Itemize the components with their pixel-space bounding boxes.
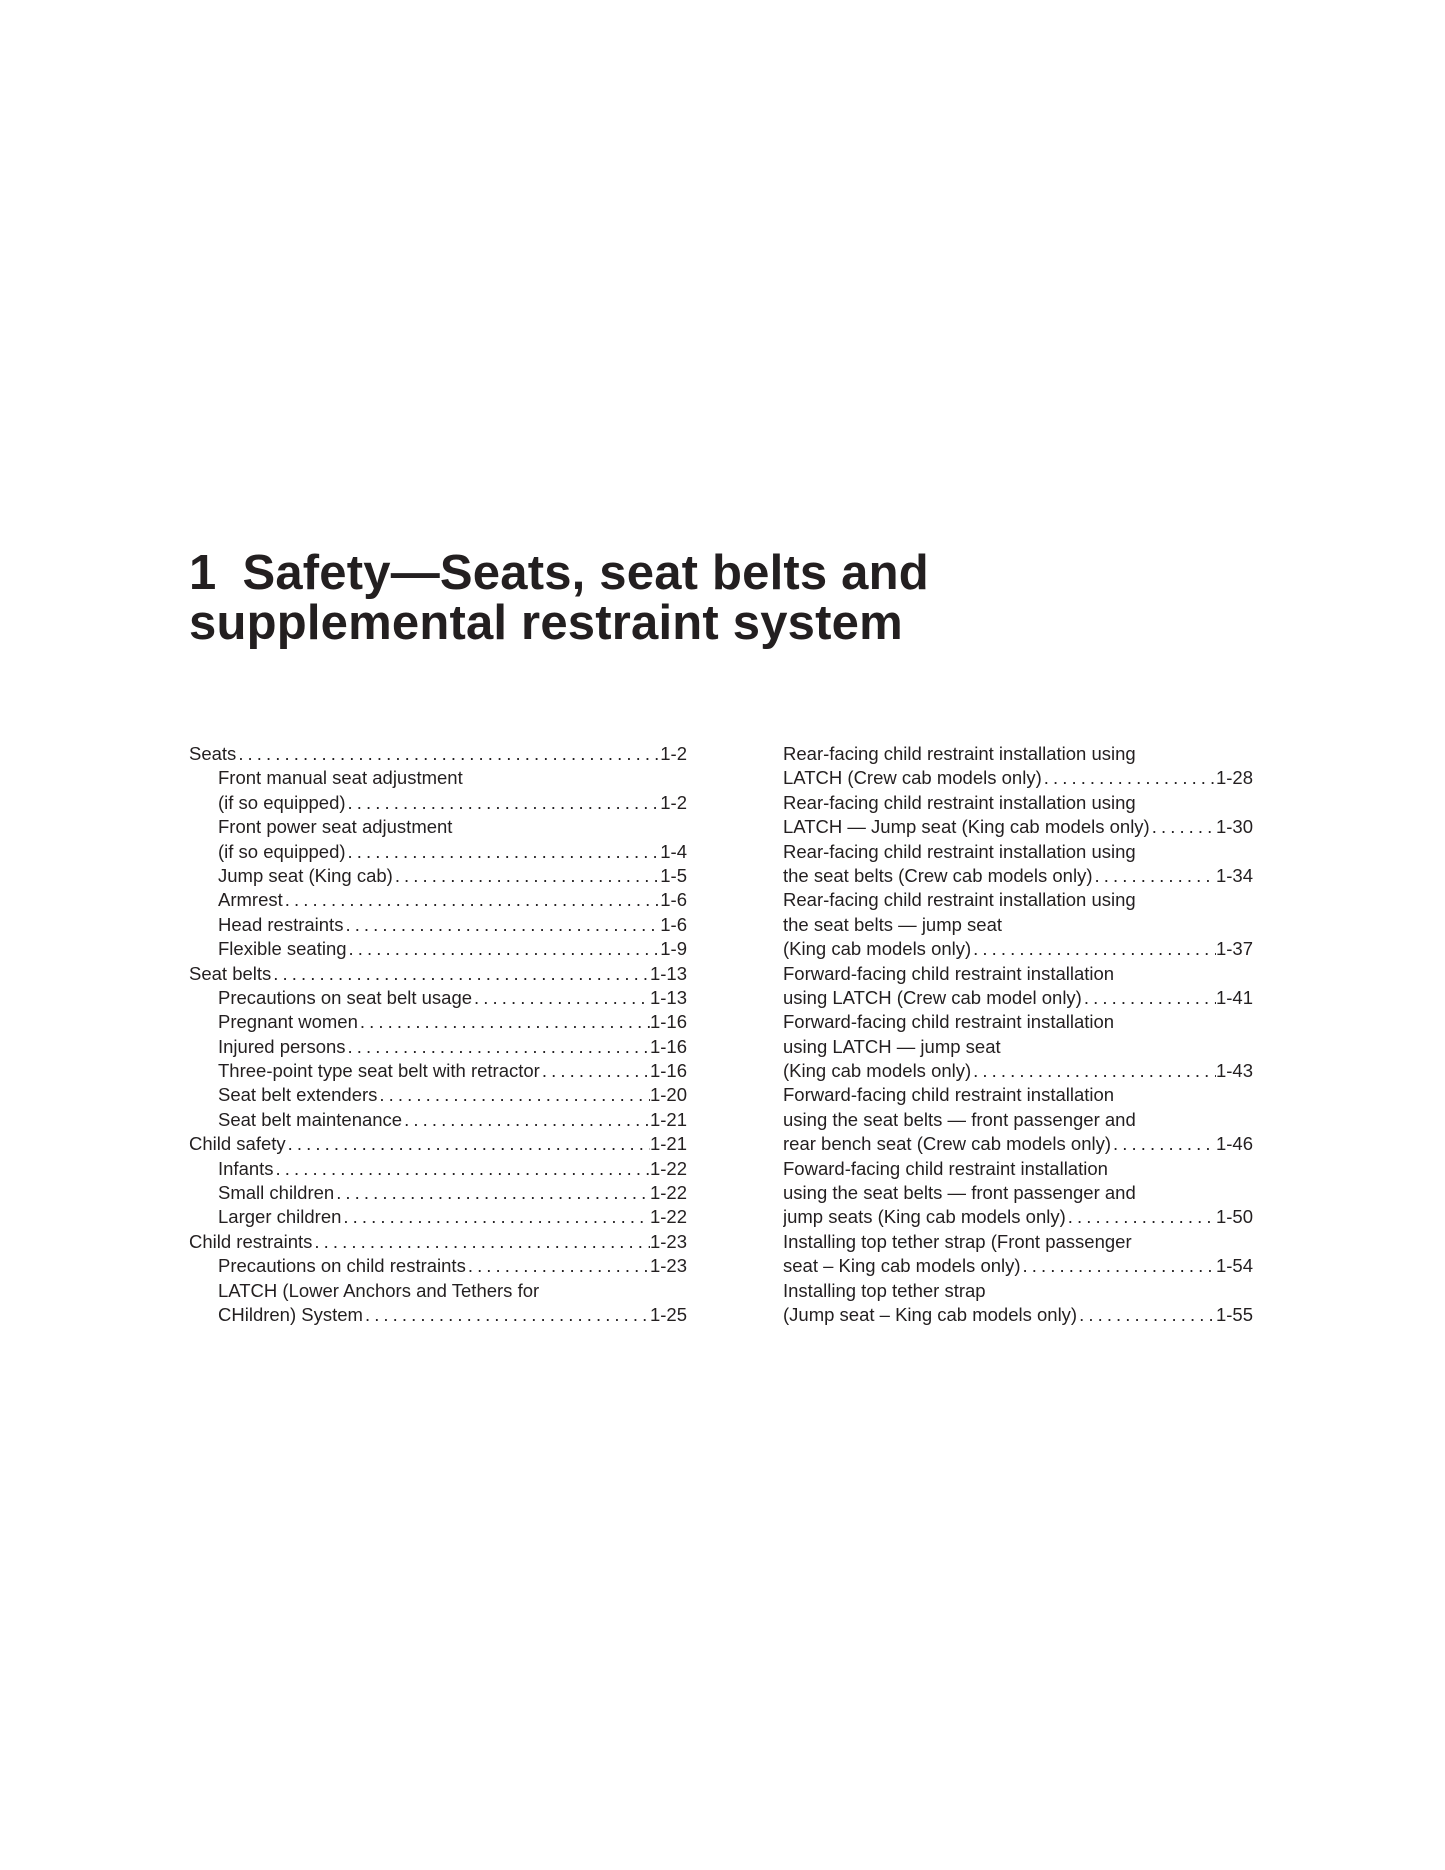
toc-entry-text: Forward-facing child restraint installation — [783, 1084, 1115, 1106]
toc-entry[interactable] — [783, 1157, 1253, 1230]
dot-leader — [1077, 1303, 1216, 1327]
dot-leader — [346, 791, 661, 815]
toc-page-number: 1-54 — [1215, 1255, 1253, 1277]
toc-entry-leader-line — [189, 1035, 687, 1059]
toc-page-number: 1-22 — [649, 1206, 687, 1228]
toc-left-column — [189, 742, 687, 1327]
toc-entry-text: Forward-facing child restraint installation — [783, 1011, 1115, 1033]
toc-entry-text: Seat belt maintenance — [218, 1108, 403, 1130]
toc-entry[interactable] — [189, 1010, 687, 1034]
toc-entry-leader-line — [189, 1205, 687, 1229]
dot-leader — [343, 913, 660, 937]
toc-entry-text: Flexible seating — [218, 938, 347, 960]
toc-entry[interactable] — [783, 962, 1253, 1011]
toc-entry-leader-line — [189, 791, 687, 815]
toc-page-number: 1-43 — [1215, 1060, 1253, 1082]
toc-entry-text: Rear-facing child restraint installation using — [783, 791, 1136, 813]
toc-page-number: 1-23 — [649, 1255, 687, 1277]
dot-leader — [971, 937, 1216, 961]
toc-page-number: 1-9 — [660, 938, 687, 960]
toc-page-number: 1-16 — [649, 1035, 687, 1057]
toc-entry-text: Three-point type seat belt with retractor — [218, 1060, 540, 1082]
toc-page-number: 1-46 — [1215, 1133, 1253, 1155]
toc-page-number: 1-20 — [649, 1084, 687, 1106]
dot-leader — [358, 1010, 650, 1034]
toc-entry[interactable] — [189, 962, 687, 986]
toc-entry[interactable] — [783, 1010, 1253, 1083]
toc-page-number: 1-21 — [649, 1133, 687, 1155]
toc-page-number: 1-28 — [1215, 767, 1253, 789]
toc-page-number: 1-25 — [649, 1303, 687, 1325]
toc-entry-leader-line — [783, 1132, 1253, 1156]
toc-page-number: 1-21 — [649, 1108, 687, 1130]
toc-page-number: 1-22 — [649, 1157, 687, 1179]
toc-entry[interactable] — [189, 913, 687, 937]
toc-entry-text: jump seats (King cab models only) — [783, 1206, 1066, 1228]
toc-entry-text: (if so equipped) — [218, 791, 346, 813]
toc-entry-text: (King cab models only) — [783, 938, 972, 960]
toc-entry-leader-line — [189, 1254, 687, 1278]
toc-entry-text: Foward-facing child restraint installation — [783, 1157, 1108, 1179]
toc-entry[interactable] — [783, 840, 1253, 889]
toc-page-number: 1-34 — [1215, 864, 1253, 886]
dot-leader — [334, 1181, 650, 1205]
toc-entry-leader-line — [189, 1157, 687, 1181]
dot-leader — [540, 1059, 650, 1083]
toc-entry[interactable] — [189, 986, 687, 1010]
dot-leader — [377, 1083, 650, 1107]
toc-page-number: 1-2 — [660, 791, 687, 813]
toc-page-number: 1-30 — [1215, 816, 1253, 838]
toc-entry-leader-line — [189, 840, 687, 864]
toc-page-number: 1-13 — [649, 962, 687, 984]
toc-entry-text: LATCH (Crew cab models only) — [783, 767, 1042, 789]
toc-entry-text: using the seat belts — front passenger and — [783, 1108, 1136, 1130]
toc-entry-leader-line — [783, 986, 1253, 1010]
toc-page-number: 1-5 — [660, 864, 687, 886]
toc-entry[interactable] — [783, 1083, 1253, 1156]
toc-entry[interactable] — [189, 1230, 687, 1254]
chapter-number: 1 — [189, 546, 217, 600]
dot-leader — [971, 1059, 1216, 1083]
dot-leader — [363, 1303, 650, 1327]
toc-entry-text: Installing top tether strap — [783, 1279, 986, 1301]
toc-entry-leader-line — [783, 864, 1253, 888]
toc-entry-text: using LATCH — jump seat — [783, 1035, 1001, 1057]
toc-entry-leader-line — [189, 1181, 687, 1205]
toc-entry-leader-line — [189, 937, 687, 961]
toc-entry-leader-line — [189, 986, 687, 1010]
toc-entry-leader-line — [783, 815, 1253, 839]
toc-page-number: 1-37 — [1215, 938, 1253, 960]
dot-leader — [1150, 815, 1216, 839]
toc-entry[interactable] — [189, 742, 687, 766]
chapter-title-line-2: supplemental restraint system — [189, 596, 903, 650]
toc-page-number: 1-16 — [649, 1011, 687, 1033]
toc-entry-leader-line — [189, 1108, 687, 1132]
toc-entry[interactable] — [189, 1108, 687, 1132]
toc-page-number: 1-4 — [660, 840, 687, 862]
dot-leader — [346, 1035, 650, 1059]
toc-page-number: 1-2 — [660, 743, 687, 764]
toc-entry-text: Armrest — [218, 889, 283, 911]
toc-entry-leader-line — [783, 1059, 1253, 1083]
dot-leader — [1066, 1205, 1216, 1229]
toc-entry[interactable] — [189, 1254, 687, 1278]
toc-entry-text: using LATCH (Crew cab model only) — [783, 986, 1082, 1008]
toc-page-number: 1-23 — [649, 1230, 687, 1252]
toc-entry[interactable] — [189, 1059, 687, 1083]
toc-entry[interactable] — [783, 1279, 1253, 1328]
chapter-title-line-1: Safety—Seats, seat belts and — [242, 546, 929, 600]
toc-page-number: 1-6 — [660, 889, 687, 911]
dot-leader — [347, 937, 661, 961]
toc-entry-text: Seat belts — [189, 962, 272, 984]
toc-entry-text: CHildren) System — [218, 1303, 363, 1325]
toc-entry[interactable] — [189, 815, 687, 864]
toc-page-number: 1-55 — [1215, 1303, 1253, 1325]
toc-entry-text: Seat belt extenders — [218, 1084, 378, 1106]
toc-entry-leader-line — [783, 766, 1253, 790]
dot-leader — [1042, 766, 1216, 790]
toc-entry-text: Injured persons — [218, 1035, 346, 1057]
toc-entry[interactable] — [783, 888, 1253, 961]
dot-leader — [1021, 1254, 1216, 1278]
toc-entry-text: Front power seat adjustment — [218, 816, 453, 838]
toc-entry[interactable] — [189, 864, 687, 888]
toc-entry-text: Seats — [189, 743, 237, 764]
toc-page-number: 1-13 — [649, 986, 687, 1008]
toc-entry-leader-line — [189, 962, 687, 986]
toc-entry-text: Pregnant women — [218, 1011, 358, 1033]
toc-page-number: 1-16 — [649, 1060, 687, 1082]
toc-entry-text: LATCH (Lower Anchors and Tethers for — [218, 1279, 540, 1301]
toc-entry-leader-line — [189, 1059, 687, 1083]
toc-entry-text: Head restraints — [218, 913, 344, 935]
toc-entry-text: using the seat belts — front passenger and — [783, 1182, 1136, 1204]
toc-entry-text: Installing top tether strap (Front passenger — [783, 1230, 1132, 1252]
toc-entry-leader-line — [783, 1205, 1253, 1229]
dot-leader — [1082, 986, 1216, 1010]
toc-page-number: 1-6 — [660, 913, 687, 935]
toc-entry-text: Child restraints — [189, 1230, 313, 1252]
toc-entry-leader-line — [189, 864, 687, 888]
dot-leader — [393, 864, 660, 888]
toc-entry-text: Larger children — [218, 1206, 342, 1228]
toc-entry-text: Jump seat (King cab) — [218, 864, 393, 886]
toc-entry[interactable] — [189, 1132, 687, 1156]
dot-leader — [283, 888, 661, 912]
toc-entry[interactable] — [189, 1083, 687, 1107]
toc-entry-text: Rear-facing child restraint installation using — [783, 889, 1136, 911]
toc-entry-text: Rear-facing child restraint installation using — [783, 743, 1136, 764]
toc-entry-leader-line — [189, 1132, 687, 1156]
toc-entry-text: Forward-facing child restraint installation — [783, 962, 1115, 984]
toc-entry[interactable] — [189, 1181, 687, 1205]
dot-leader — [236, 742, 660, 766]
toc-entry-text: Infants — [218, 1157, 274, 1179]
toc-entry-leader-line — [189, 1303, 687, 1327]
toc-entry[interactable] — [189, 888, 687, 912]
toc-entry-leader-line — [189, 888, 687, 912]
dot-leader — [466, 1254, 650, 1278]
dot-leader — [1093, 864, 1216, 888]
toc-entry-text: Child safety — [189, 1133, 286, 1155]
toc-entry-text: Precautions on seat belt usage — [218, 986, 473, 1008]
dot-leader — [312, 1230, 650, 1254]
toc-entry-leader-line — [189, 913, 687, 937]
dot-leader — [472, 986, 650, 1010]
toc-entry[interactable] — [783, 742, 1253, 791]
dot-leader — [286, 1132, 650, 1156]
toc-entry[interactable] — [189, 766, 687, 815]
toc-entry-text: (Jump seat – King cab models only) — [783, 1303, 1078, 1325]
toc-entry[interactable] — [189, 1035, 687, 1059]
toc-entry-leader-line — [189, 1083, 687, 1107]
toc-entry-text: Precautions on child restraints — [218, 1255, 466, 1277]
toc-entry-leader-line — [189, 742, 687, 766]
toc-entry-text: Front manual seat adjustment — [218, 767, 463, 789]
toc-entry-text: the seat belts — jump seat — [783, 913, 1003, 935]
chapter-title — [189, 548, 1289, 648]
dot-leader — [341, 1205, 650, 1229]
toc-page-number: 1-41 — [1215, 986, 1253, 1008]
toc-page-number: 1-50 — [1215, 1206, 1253, 1228]
toc-entry-leader-line — [189, 1010, 687, 1034]
dot-leader — [271, 962, 650, 986]
toc-entry-leader-line — [189, 1230, 687, 1254]
toc-entry-text: the seat belts (Crew cab models only) — [783, 864, 1093, 886]
dot-leader — [346, 840, 661, 864]
toc-entry-text: LATCH — Jump seat (King cab models only) — [783, 816, 1150, 838]
toc-entry-text: (if so equipped) — [218, 840, 346, 862]
toc-entry-leader-line — [783, 1254, 1253, 1278]
toc-entry-text: rear bench seat (Crew cab models only) — [783, 1133, 1112, 1155]
toc-entry[interactable] — [189, 937, 687, 961]
dot-leader — [274, 1157, 650, 1181]
toc-entry[interactable] — [189, 1205, 687, 1229]
toc-entry-text: seat – King cab models only) — [783, 1255, 1021, 1277]
toc-entry[interactable] — [189, 1157, 687, 1181]
toc-entry-leader-line — [783, 937, 1253, 961]
dot-leader — [1111, 1132, 1216, 1156]
toc-right-column — [783, 742, 1253, 1327]
toc-entry-text: Small children — [218, 1182, 335, 1204]
toc-entry[interactable] — [189, 1279, 687, 1328]
toc-entry[interactable] — [783, 791, 1253, 840]
toc-entry-text: Rear-facing child restraint installation using — [783, 840, 1136, 862]
toc-entry[interactable] — [783, 1230, 1253, 1279]
dot-leader — [402, 1108, 650, 1132]
toc-entry-text: (King cab models only) — [783, 1060, 972, 1082]
toc-page-number: 1-22 — [649, 1182, 687, 1204]
toc-entry-leader-line — [783, 1303, 1253, 1327]
